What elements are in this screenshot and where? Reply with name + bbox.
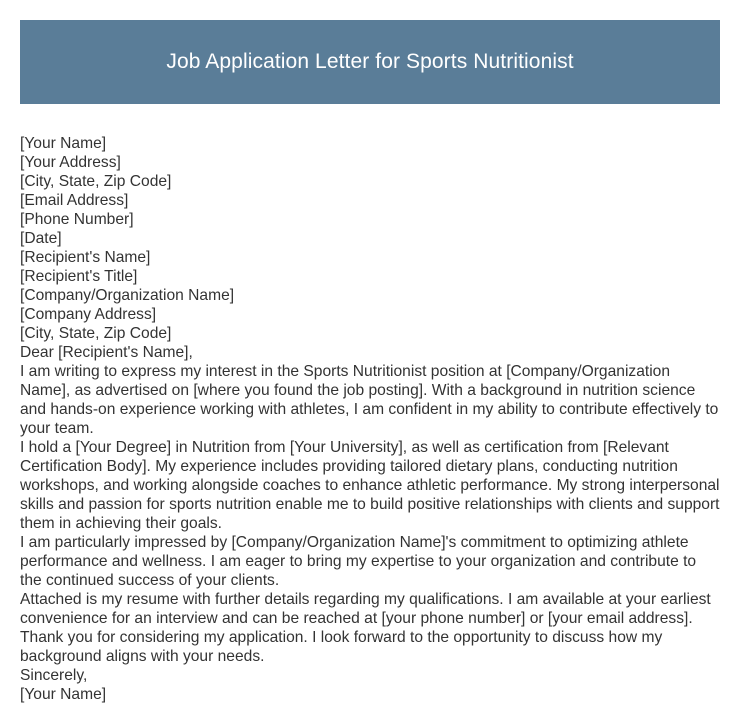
sender-name: [Your Name] bbox=[20, 135, 107, 152]
sender-address: [Your Address] bbox=[20, 154, 121, 171]
recipient-address: [Company Address] bbox=[20, 306, 157, 323]
sender-phone: [Phone Number] bbox=[20, 211, 134, 228]
document-title: Job Application Letter for Sports Nutritionist bbox=[166, 50, 574, 73]
letter-body bbox=[20, 134, 722, 704]
document-header bbox=[20, 20, 720, 104]
sender-city-state-zip: [City, State, Zip Code] bbox=[20, 173, 172, 190]
recipient-city-state-zip: [City, State, Zip Code] bbox=[20, 325, 172, 342]
salutation: Dear [Recipient's Name], bbox=[20, 344, 193, 361]
body-paragraph-interest: I am particularly impressed by [Company/Organization Name]'s commitment to optimizing athlete performance and wellness. I am eager to bring my expertise to your organization and contribute to the continued success of your clients. bbox=[20, 534, 697, 589]
letter-date: [Date] bbox=[20, 230, 62, 247]
recipient-name: [Recipient's Name] bbox=[20, 249, 151, 266]
signature-name: [Your Name] bbox=[20, 686, 107, 703]
sender-email: [Email Address] bbox=[20, 192, 129, 209]
body-paragraph-intro: I am writing to express my interest in the Sports Nutritionist position at [Company/Organization Name], as advertised on [where you found the job posting]. With a background in nutrition science and hands-on experience working with athletes, I am confident in my ability to contribute effectively to your team. bbox=[20, 363, 719, 437]
recipient-title: [Recipient's Title] bbox=[20, 268, 138, 285]
recipient-company: [Company/Organization Name] bbox=[20, 287, 235, 304]
body-paragraph-qualifications: I hold a [Your Degree] in Nutrition from [Your University], as well as certification from [Relevant Certification Body]. My experience includes providing tailored dietary plans, conducting nutrition workshops, and working alongside coaches to enhance athletic performance. My strong interpersonal skills and passion for sports nutrition enable me to build positive relationships with clients and support them in achieving their goals. bbox=[20, 439, 720, 532]
body-paragraph-closing: Attached is my resume with further details regarding my qualifications. I am available at your earliest convenience for an interview and can be reached at [your phone number] or [your email address]. Thank you for considering my application. I look forward to the opportunity to discuss how my background aligns with your needs. bbox=[20, 591, 711, 665]
complimentary-close: Sincerely, bbox=[20, 667, 88, 684]
